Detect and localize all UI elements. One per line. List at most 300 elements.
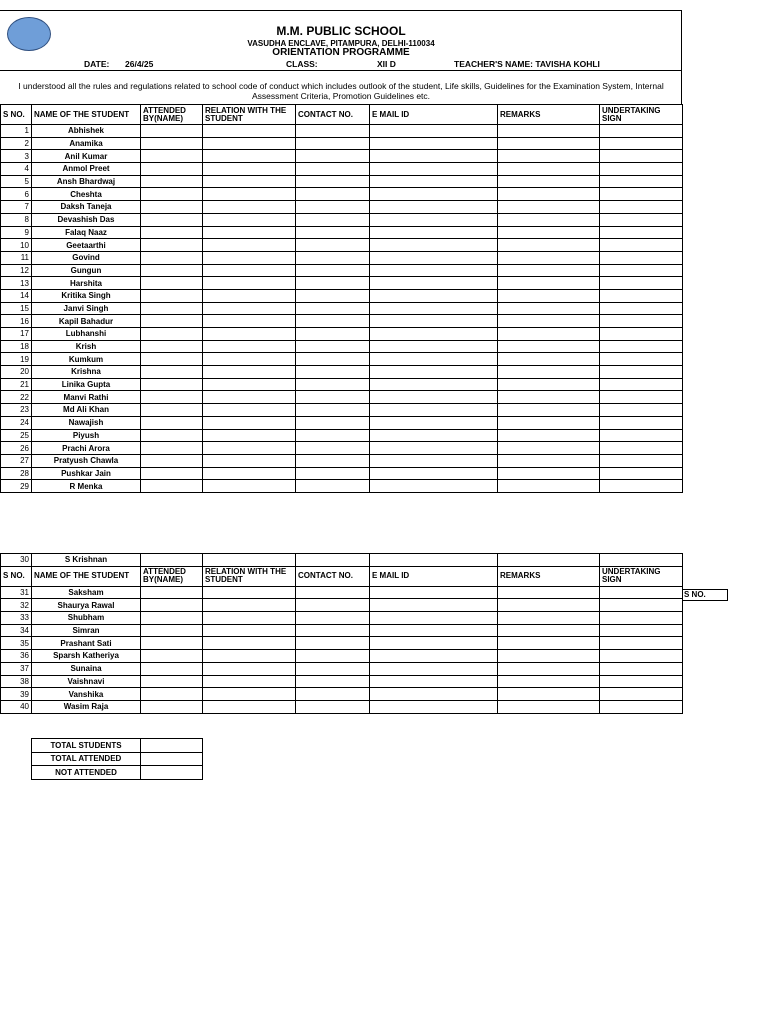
col-attended-by-header: ATTENDED BY(NAME) [141, 105, 203, 125]
col-attended-by-cell[interactable] [141, 416, 203, 429]
col-contact-cell[interactable] [296, 700, 370, 713]
col-remarks-cell[interactable] [498, 586, 600, 599]
col-attended-by-cell[interactable] [141, 137, 203, 150]
col-relation-cell[interactable] [203, 454, 296, 467]
student-name-cell: Harshita [32, 277, 141, 290]
col-remarks-cell[interactable] [498, 163, 600, 176]
col-email-cell[interactable] [370, 662, 498, 675]
col-contact-cell[interactable] [296, 150, 370, 163]
col-attended-by-cell[interactable] [141, 688, 203, 701]
col-relation-cell[interactable] [203, 442, 296, 455]
table-header-row [1, 105, 683, 125]
col-contact-cell[interactable] [296, 662, 370, 675]
col-remarks-cell[interactable] [498, 454, 600, 467]
col-contact-cell[interactable] [296, 239, 370, 252]
col-attended-by-cell[interactable] [141, 251, 203, 264]
col-relation-cell[interactable] [203, 378, 296, 391]
student-name-cell: Pratyush Chawla [32, 454, 141, 467]
col-sno-header: S NO. [1, 105, 32, 125]
col-relation-cell[interactable] [203, 650, 296, 663]
student-name-cell: R Menka [32, 480, 141, 493]
student-name-cell: Piyush [32, 429, 141, 442]
col-email-cell[interactable] [370, 599, 498, 612]
col-attended-by-cell[interactable] [141, 467, 203, 480]
col-relation-cell[interactable] [203, 416, 296, 429]
col-remarks-cell[interactable] [498, 315, 600, 328]
col-remarks-cell[interactable] [498, 688, 600, 701]
col-attended-by-cell[interactable] [141, 163, 203, 176]
col-relation-cell[interactable] [203, 675, 296, 688]
col-relation-cell[interactable] [203, 175, 296, 188]
col-remarks-cell[interactable] [498, 650, 600, 663]
col-attended-by-cell[interactable] [141, 442, 203, 455]
col-remarks-cell[interactable] [498, 302, 600, 315]
col-contact-cell[interactable] [296, 637, 370, 650]
col-attended-by-cell[interactable] [141, 277, 203, 290]
table-row [1, 226, 683, 239]
student-name-cell: Prachi Arora [32, 442, 141, 455]
col-contact-cell[interactable] [296, 378, 370, 391]
col-email-cell[interactable] [370, 213, 498, 226]
summary-value-cell[interactable] [141, 752, 203, 766]
table-row [1, 599, 683, 612]
col-remarks-cell[interactable] [498, 429, 600, 442]
col-contact-cell[interactable] [296, 125, 370, 138]
col-attended-by-cell[interactable] [141, 599, 203, 612]
col-relation-cell[interactable] [203, 213, 296, 226]
col-sign-cell[interactable] [600, 226, 683, 239]
col-contact-cell[interactable] [296, 442, 370, 455]
col-relation-cell[interactable] [203, 599, 296, 612]
col-sno-header: S NO. [1, 566, 32, 586]
serial-number-cell: 37 [1, 662, 32, 675]
col-relation-cell[interactable] [203, 467, 296, 480]
col-relation-cell[interactable] [203, 554, 296, 567]
col-email-cell[interactable] [370, 251, 498, 264]
student-name-cell: Kumkum [32, 353, 141, 366]
col-attended-by-cell[interactable] [141, 624, 203, 637]
col-sign-cell[interactable] [600, 239, 683, 252]
col-relation-cell[interactable] [203, 289, 296, 302]
col-contact-cell[interactable] [296, 137, 370, 150]
col-sign-cell[interactable] [600, 213, 683, 226]
serial-number-cell: 7 [1, 201, 32, 214]
col-email-cell[interactable] [370, 429, 498, 442]
col-remarks-cell[interactable] [498, 637, 600, 650]
col-remarks-cell[interactable] [498, 239, 600, 252]
col-remarks-cell[interactable] [498, 391, 600, 404]
student-name-cell: Anil Kumar [32, 150, 141, 163]
col-attended-by-cell[interactable] [141, 700, 203, 713]
student-name-cell: Govind [32, 251, 141, 264]
col-remarks-cell[interactable] [498, 467, 600, 480]
col-email-cell[interactable] [370, 315, 498, 328]
col-remarks-cell[interactable] [498, 662, 600, 675]
col-attended-by-cell[interactable] [141, 125, 203, 138]
col-relation-cell[interactable] [203, 163, 296, 176]
col-email-cell[interactable] [370, 353, 498, 366]
col-relation-cell[interactable] [203, 391, 296, 404]
col-sign-cell[interactable] [600, 302, 683, 315]
col-email-cell[interactable] [370, 416, 498, 429]
summary-label: NOT ATTENDED [32, 766, 141, 780]
col-email-cell[interactable] [370, 239, 498, 252]
col-email-cell[interactable] [370, 188, 498, 201]
student-name-cell: Kapil Bahadur [32, 315, 141, 328]
col-remarks-cell[interactable] [498, 226, 600, 239]
table-row [1, 213, 683, 226]
col-sign-cell[interactable] [600, 599, 683, 612]
col-contact-cell[interactable] [296, 688, 370, 701]
col-remarks-cell[interactable] [498, 251, 600, 264]
col-attended-by-cell[interactable] [141, 213, 203, 226]
col-attended-by-cell[interactable] [141, 429, 203, 442]
col-email-cell[interactable] [370, 391, 498, 404]
table-row [1, 662, 683, 675]
col-sign-cell[interactable] [600, 137, 683, 150]
col-remarks-cell[interactable] [498, 700, 600, 713]
col-contact-cell[interactable] [296, 586, 370, 599]
col-relation-cell[interactable] [203, 201, 296, 214]
col-sign-cell[interactable] [600, 353, 683, 366]
col-remarks-cell[interactable] [498, 340, 600, 353]
serial-number-cell: 9 [1, 226, 32, 239]
table-row [1, 251, 683, 264]
col-email-cell[interactable] [370, 340, 498, 353]
col-sign-cell[interactable] [600, 328, 683, 341]
col-email-cell[interactable] [370, 612, 498, 625]
col-sign-cell[interactable] [600, 315, 683, 328]
table-row [1, 239, 683, 252]
col-attended-by-cell[interactable] [141, 378, 203, 391]
col-contact-cell[interactable] [296, 201, 370, 214]
col-email-cell[interactable] [370, 366, 498, 379]
student-name-cell: Wasim Raja [32, 700, 141, 713]
col-email-cell[interactable] [370, 675, 498, 688]
col-relation-cell[interactable] [203, 137, 296, 150]
col-relation-header: RELATION WITH THE STUDENT [203, 105, 296, 125]
col-sign-cell[interactable] [600, 340, 683, 353]
col-contact-cell[interactable] [296, 289, 370, 302]
col-contact-cell[interactable] [296, 264, 370, 277]
col-remarks-cell[interactable] [498, 277, 600, 290]
col-remarks-cell[interactable] [498, 612, 600, 625]
col-remarks-cell[interactable] [498, 599, 600, 612]
col-email-cell[interactable] [370, 442, 498, 455]
col-attended-by-cell[interactable] [141, 175, 203, 188]
col-sign-cell[interactable] [600, 201, 683, 214]
col-attended-by-cell[interactable] [141, 188, 203, 201]
student-name-cell: Manvi Rathi [32, 391, 141, 404]
col-attended-by-cell[interactable] [141, 404, 203, 417]
col-attended-by-cell[interactable] [141, 366, 203, 379]
col-remarks-cell[interactable] [498, 353, 600, 366]
col-email-cell[interactable] [370, 467, 498, 480]
col-relation-cell[interactable] [203, 239, 296, 252]
col-contact-cell[interactable] [296, 480, 370, 493]
col-relation-cell[interactable] [203, 340, 296, 353]
col-contact-cell[interactable] [296, 251, 370, 264]
col-remarks-cell[interactable] [498, 188, 600, 201]
stray-sno-cell: S NO. [682, 589, 728, 601]
col-contact-cell[interactable] [296, 366, 370, 379]
col-remarks-cell[interactable] [498, 404, 600, 417]
col-remarks-cell[interactable] [498, 289, 600, 302]
col-attended-by-cell[interactable] [141, 612, 203, 625]
col-remarks-cell[interactable] [498, 150, 600, 163]
col-email-cell[interactable] [370, 624, 498, 637]
school-address: VASUDHA ENCLAVE, PITAMPURA, DELHI-110034 [247, 39, 435, 48]
col-attended-by-cell[interactable] [141, 662, 203, 675]
col-attended-by-cell[interactable] [141, 289, 203, 302]
table-row [1, 163, 683, 176]
table-row [1, 378, 683, 391]
col-attended-by-cell[interactable] [141, 650, 203, 663]
col-contact-cell[interactable] [296, 353, 370, 366]
col-contact-cell[interactable] [296, 429, 370, 442]
col-sign-cell[interactable] [600, 391, 683, 404]
col-sign-cell[interactable] [600, 163, 683, 176]
col-contact-cell[interactable] [296, 624, 370, 637]
col-contact-cell[interactable] [296, 340, 370, 353]
col-sign-cell[interactable] [600, 637, 683, 650]
col-relation-cell[interactable] [203, 353, 296, 366]
col-remarks-cell[interactable] [498, 675, 600, 688]
col-email-cell[interactable] [370, 163, 498, 176]
col-email-cell[interactable] [370, 454, 498, 467]
col-email-cell[interactable] [370, 125, 498, 138]
col-attended-by-cell[interactable] [141, 302, 203, 315]
serial-number-cell: 27 [1, 454, 32, 467]
col-attended-by-cell[interactable] [141, 150, 203, 163]
col-relation-cell[interactable] [203, 429, 296, 442]
col-sign-cell[interactable] [600, 688, 683, 701]
col-remarks-cell[interactable] [498, 624, 600, 637]
col-contact-cell[interactable] [296, 163, 370, 176]
col-contact-cell[interactable] [296, 599, 370, 612]
col-sign-cell[interactable] [600, 404, 683, 417]
col-sign-cell[interactable] [600, 264, 683, 277]
student-name-cell: Md Ali Khan [32, 404, 141, 417]
col-relation-cell[interactable] [203, 404, 296, 417]
col-attended-by-cell[interactable] [141, 315, 203, 328]
col-attended-by-cell[interactable] [141, 201, 203, 214]
col-email-header: E MAIL ID [370, 566, 498, 586]
col-contact-cell[interactable] [296, 175, 370, 188]
col-contact-cell[interactable] [296, 612, 370, 625]
col-remarks-cell[interactable] [498, 416, 600, 429]
col-email-cell[interactable] [370, 586, 498, 599]
serial-number-cell: 31 [1, 586, 32, 599]
table-row [1, 586, 683, 599]
col-sign-cell[interactable] [600, 586, 683, 599]
summary-value-cell[interactable] [141, 766, 203, 780]
serial-number-cell: 14 [1, 289, 32, 302]
serial-number-cell: 23 [1, 404, 32, 417]
col-email-cell[interactable] [370, 302, 498, 315]
col-attended-by-cell[interactable] [141, 226, 203, 239]
col-sign-cell[interactable] [600, 624, 683, 637]
col-relation-cell[interactable] [203, 188, 296, 201]
col-relation-cell[interactable] [203, 277, 296, 290]
col-sign-cell[interactable] [600, 429, 683, 442]
col-sign-cell[interactable] [600, 467, 683, 480]
col-contact-cell[interactable] [296, 213, 370, 226]
col-sign-cell[interactable] [600, 675, 683, 688]
col-relation-cell[interactable] [203, 328, 296, 341]
col-remarks-cell[interactable] [498, 378, 600, 391]
col-email-cell[interactable] [370, 264, 498, 277]
serial-number-cell: 40 [1, 700, 32, 713]
col-relation-cell[interactable] [203, 226, 296, 239]
col-contact-cell[interactable] [296, 328, 370, 341]
col-contact-cell[interactable] [296, 416, 370, 429]
col-attended-by-cell[interactable] [141, 480, 203, 493]
col-remarks-cell[interactable] [498, 366, 600, 379]
col-relation-cell[interactable] [203, 150, 296, 163]
col-remarks-cell[interactable] [498, 480, 600, 493]
col-sign-cell[interactable] [600, 277, 683, 290]
col-sign-cell[interactable] [600, 150, 683, 163]
col-sign-cell[interactable] [600, 662, 683, 675]
table-row [1, 188, 683, 201]
col-email-cell[interactable] [370, 137, 498, 150]
col-contact-cell[interactable] [296, 226, 370, 239]
col-remarks-cell[interactable] [498, 328, 600, 341]
col-sign-cell[interactable] [600, 480, 683, 493]
undertaking-statement: I understood all the rules and regulations related to school code of conduct which includes outlook of the student, Life skills, Guidelines for the Examination System, Internal Assessment Criteria, Promotion Guidelines etc. [18, 81, 664, 101]
col-sign-cell[interactable] [600, 251, 683, 264]
col-email-cell[interactable] [370, 328, 498, 341]
col-attended-by-header: ATTENDED BY(NAME) [141, 566, 203, 586]
col-email-cell[interactable] [370, 150, 498, 163]
col-attended-by-cell[interactable] [141, 554, 203, 567]
col-contact-cell[interactable] [296, 467, 370, 480]
col-remarks-cell[interactable] [498, 442, 600, 455]
col-email-cell[interactable] [370, 480, 498, 493]
col-attended-by-cell[interactable] [141, 637, 203, 650]
date-value: 26/4/25 [125, 59, 154, 69]
col-email-cell[interactable] [370, 277, 498, 290]
col-contact-cell[interactable] [296, 315, 370, 328]
col-sign-cell[interactable] [600, 125, 683, 138]
col-attended-by-cell[interactable] [141, 675, 203, 688]
col-email-cell[interactable] [370, 637, 498, 650]
serial-number-cell: 17 [1, 328, 32, 341]
col-contact-cell[interactable] [296, 302, 370, 315]
col-relation-cell[interactable] [203, 624, 296, 637]
student-name-cell: Geetaarthi [32, 239, 141, 252]
col-attended-by-cell[interactable] [141, 264, 203, 277]
col-sign-cell[interactable] [600, 612, 683, 625]
col-email-cell[interactable] [370, 404, 498, 417]
col-relation-cell[interactable] [203, 612, 296, 625]
col-remarks-cell[interactable] [498, 201, 600, 214]
col-relation-cell[interactable] [203, 251, 296, 264]
summary-row [32, 739, 203, 753]
col-attended-by-cell[interactable] [141, 391, 203, 404]
col-contact-cell[interactable] [296, 675, 370, 688]
col-contact-cell[interactable] [296, 650, 370, 663]
col-remarks-cell[interactable] [498, 213, 600, 226]
col-relation-cell[interactable] [203, 366, 296, 379]
col-sign-cell[interactable] [600, 378, 683, 391]
col-email-cell[interactable] [370, 226, 498, 239]
col-sign-cell[interactable] [600, 554, 683, 567]
col-sign-cell[interactable] [600, 442, 683, 455]
col-relation-cell[interactable] [203, 662, 296, 675]
col-attended-by-cell[interactable] [141, 353, 203, 366]
col-contact-cell[interactable] [296, 277, 370, 290]
col-email-cell[interactable] [370, 175, 498, 188]
col-email-cell[interactable] [370, 700, 498, 713]
col-remarks-cell[interactable] [498, 125, 600, 138]
col-sign-cell[interactable] [600, 650, 683, 663]
student-name-cell: Kritika Singh [32, 289, 141, 302]
col-attended-by-cell[interactable] [141, 239, 203, 252]
col-relation-cell[interactable] [203, 264, 296, 277]
col-email-cell[interactable] [370, 688, 498, 701]
col-relation-cell[interactable] [203, 302, 296, 315]
table-header-row [1, 566, 683, 586]
col-attended-by-cell[interactable] [141, 328, 203, 341]
col-relation-cell[interactable] [203, 480, 296, 493]
attendance-table-page2 [0, 553, 683, 714]
col-relation-header: RELATION WITH THE STUDENT [203, 566, 296, 586]
col-relation-cell[interactable] [203, 700, 296, 713]
col-attended-by-cell[interactable] [141, 340, 203, 353]
col-email-cell[interactable] [370, 650, 498, 663]
col-remarks-cell[interactable] [498, 554, 600, 567]
col-sign-cell[interactable] [600, 175, 683, 188]
col-email-cell[interactable] [370, 554, 498, 567]
col-attended-by-cell[interactable] [141, 454, 203, 467]
col-sign-cell[interactable] [600, 366, 683, 379]
table-row [1, 201, 683, 214]
serial-number-cell: 36 [1, 650, 32, 663]
student-name-cell: Sparsh Katheriya [32, 650, 141, 663]
col-email-cell[interactable] [370, 201, 498, 214]
col-email-cell[interactable] [370, 289, 498, 302]
col-remarks-cell[interactable] [498, 137, 600, 150]
col-sign-cell[interactable] [600, 289, 683, 302]
col-sign-header: UNDERTAKING SIGN [600, 105, 683, 125]
col-relation-cell[interactable] [203, 637, 296, 650]
col-contact-cell[interactable] [296, 454, 370, 467]
student-name-cell: Cheshta [32, 188, 141, 201]
col-contact-cell[interactable] [296, 554, 370, 567]
col-email-cell[interactable] [370, 378, 498, 391]
col-sign-cell[interactable] [600, 700, 683, 713]
col-remarks-cell[interactable] [498, 264, 600, 277]
col-relation-cell[interactable] [203, 315, 296, 328]
col-sign-cell[interactable] [600, 416, 683, 429]
serial-number-cell: 8 [1, 213, 32, 226]
col-attended-by-cell[interactable] [141, 586, 203, 599]
col-relation-cell[interactable] [203, 688, 296, 701]
col-contact-cell[interactable] [296, 404, 370, 417]
col-relation-cell[interactable] [203, 125, 296, 138]
table-row [1, 340, 683, 353]
col-remarks-cell[interactable] [498, 175, 600, 188]
col-contact-cell[interactable] [296, 391, 370, 404]
col-sign-cell[interactable] [600, 188, 683, 201]
col-sign-cell[interactable] [600, 454, 683, 467]
col-relation-cell[interactable] [203, 586, 296, 599]
col-contact-cell[interactable] [296, 188, 370, 201]
serial-number-cell: 33 [1, 612, 32, 625]
summary-value-cell[interactable] [141, 739, 203, 753]
